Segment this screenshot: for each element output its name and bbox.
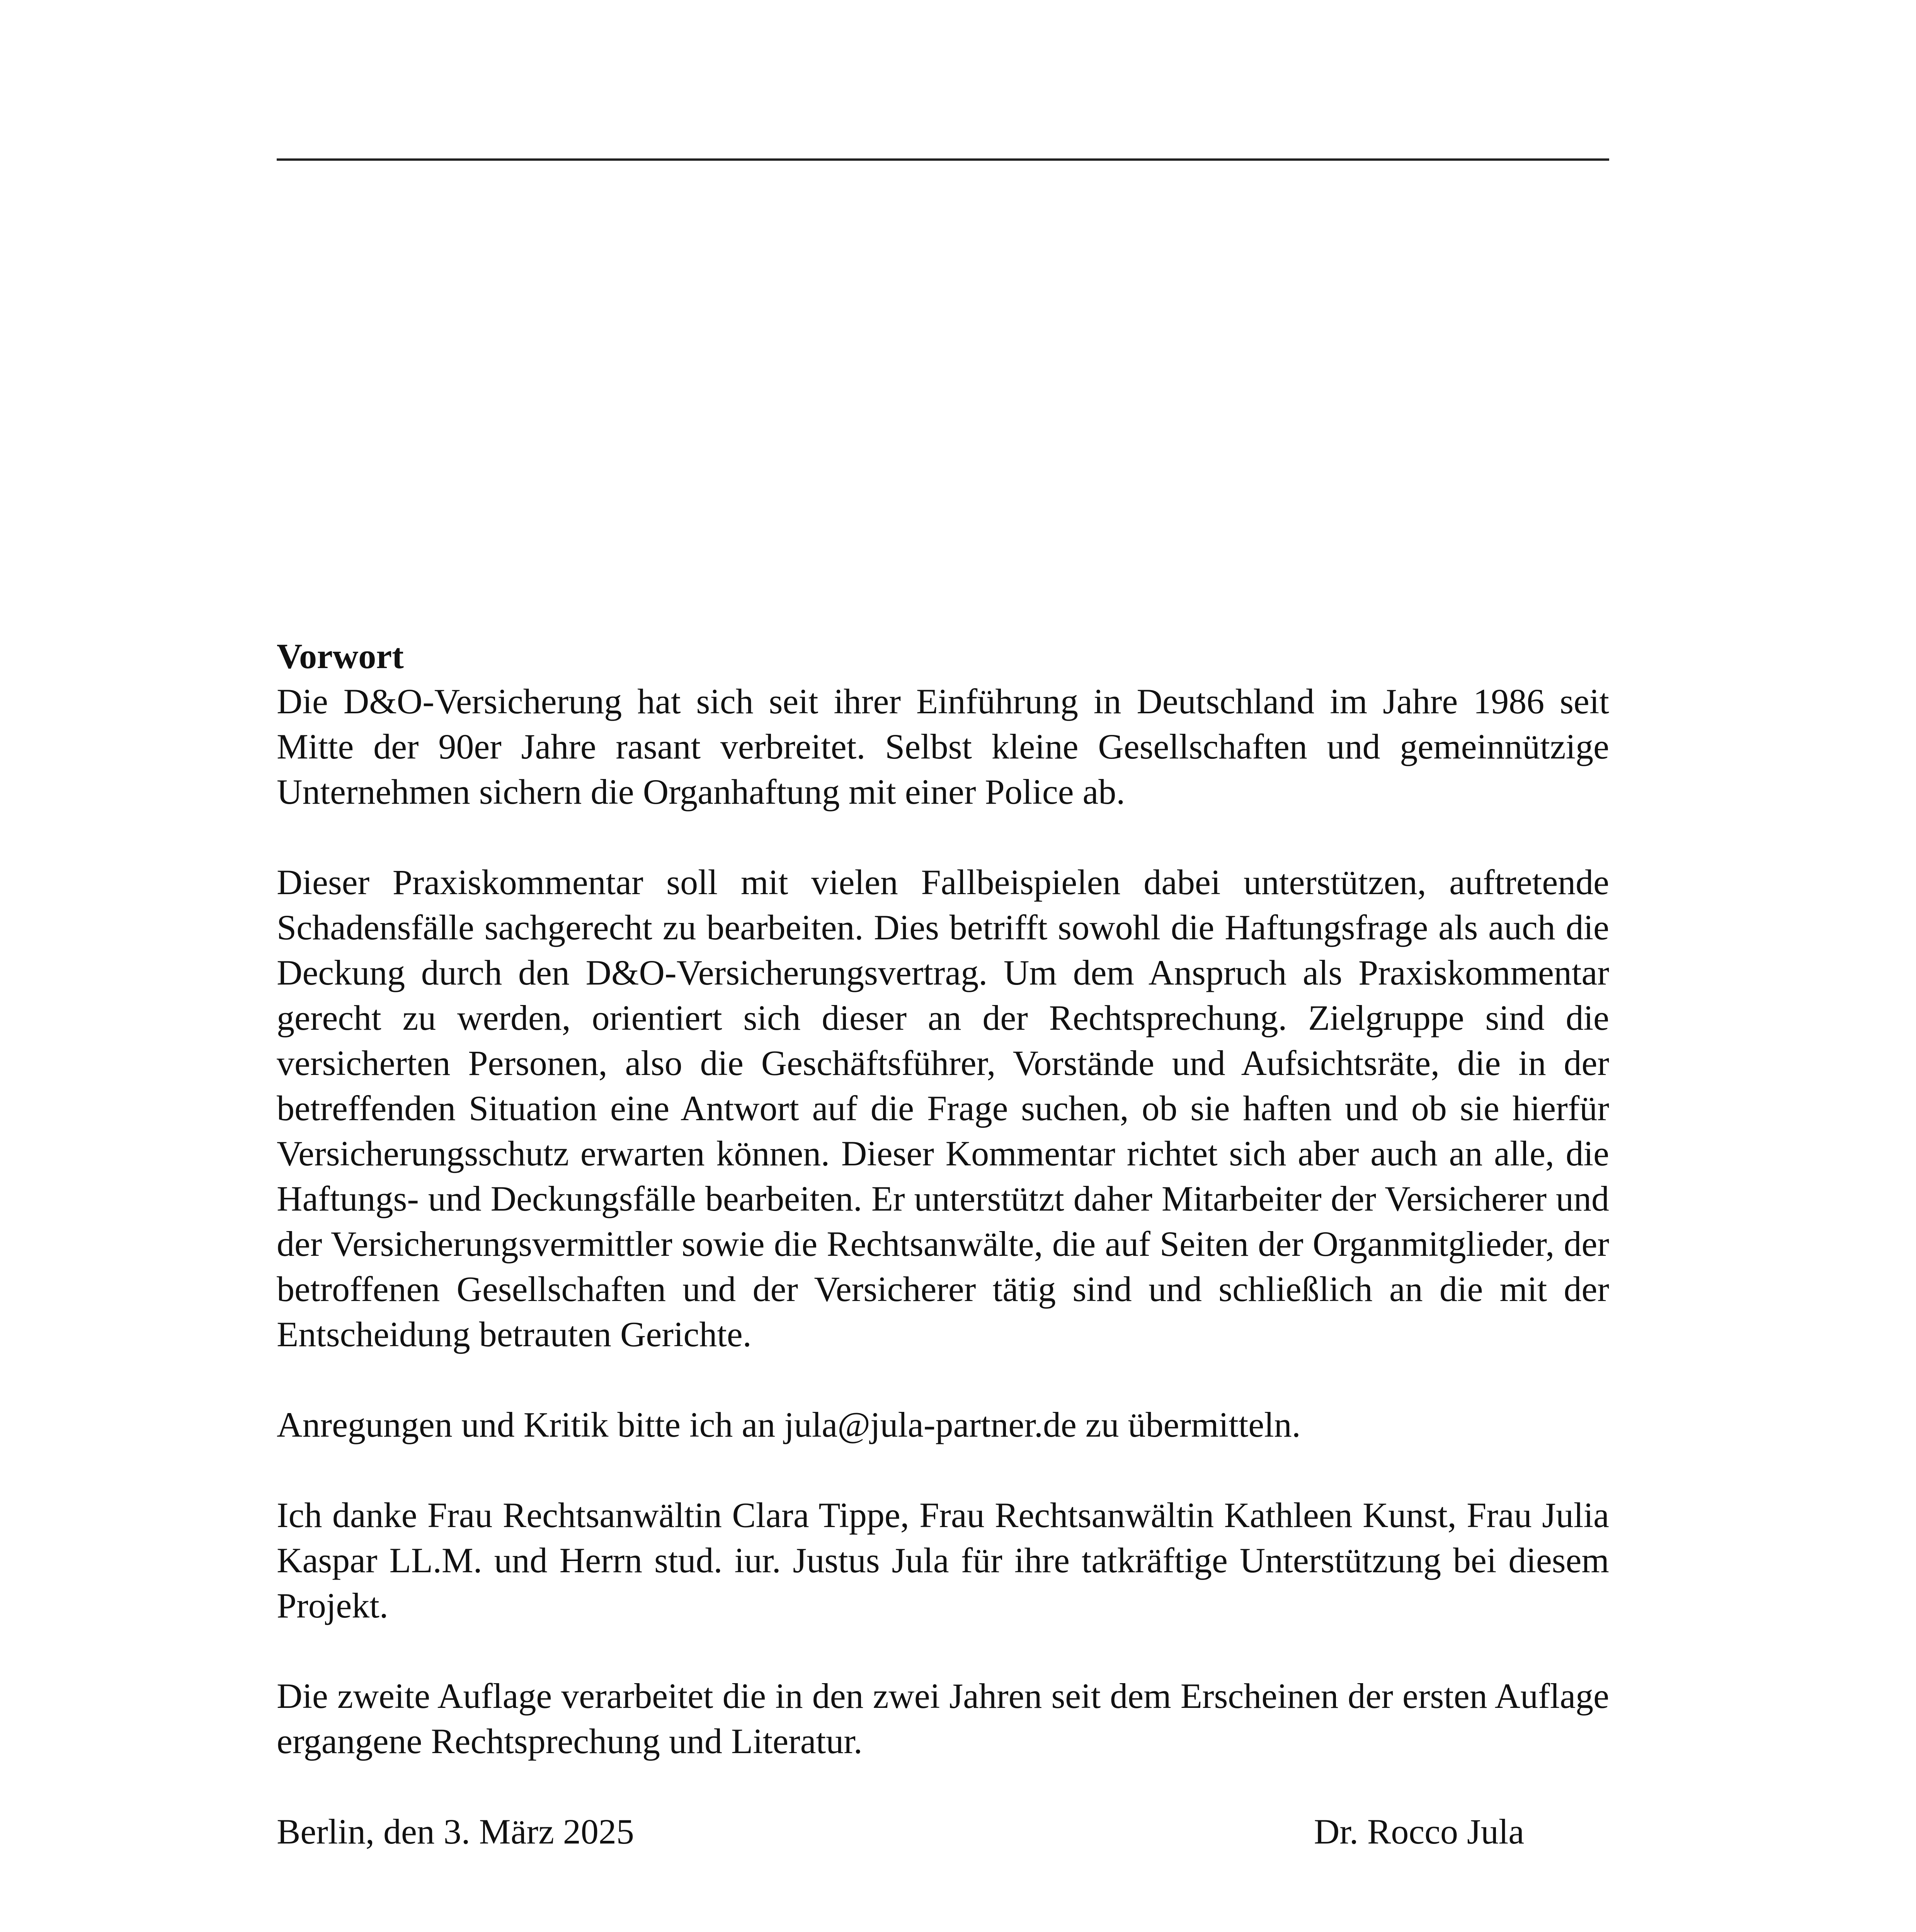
signature-line [277,1809,1609,1854]
preface-paragraph-3: Anregungen und Kritik bitte ich an jula@jula-partner.de zu übermitteln. [277,1405,1301,1444]
preface-paragraph-1: Die D&O-Versicherung hat sich seit ihrer Einführung in Deutschland im Jahre 1986 seit Mitte der 90er Jahre rasant verbreitet. Selbst kleine Gesellschaften und gemeinnützige Unternehmen sichern die Organhaftung mit einer Police ab. [277,682,1609,811]
preface-paragraph-5: Die zweite Auflage verarbeitet die in den zwei Jahren seit dem Erscheinen der ersten Auflage ergangene Rechtsprechung und Literatur. [277,1676,1609,1761]
header-rule [277,158,1609,161]
preface-paragraph-2: Dieser Praxiskommentar soll mit vielen Fallbeispielen dabei unterstützen, auftretende Schadensfälle sachgerecht zu bearbeiten. Dies betrifft sowohl die Haftungsfrage als auch die Deckung durch den D&O-Versicherungsvertrag. Um dem Anspruch als Praxiskommentar gerecht zu werden, orientiert sich dieser an der Rechtsprechung. Zielgruppe sind die versicherten Personen, also die Geschäftsführer, Vorstände und Aufsichtsräte, die in der betreffenden Situation eine Antwort auf die Frage suchen, ob sie haften und ob sie hierfür Versicherungsschutz erwarten können. Dieser Kommentar richtet sich aber auch an alle, die Haftungs- und Deckungsfälle bearbeiten. Er unterstützt daher Mitarbeiter der Versicherer und der Versicherungsvermittler sowie die Rechtsanwälte, die auf Seiten der Organmitglieder, der betroffenen Gesellschaften und der Versicherer tätig sind und schließlich an die mit der Entscheidung betrauten Gerichte. [277,862,1609,1354]
preface-paragraph-4: Ich danke Frau Rechtsanwältin Clara Tippe, Frau Rechtsanwältin Kathleen Kunst, Frau Julia Kaspar LL.M. und Herrn stud. iur. Justus Jula für ihre tatkräftige Unterstützung bei diesem Projekt. [277,1495,1609,1625]
preface-section [277,634,1609,1854]
signature-place-date: Berlin, den 3. März 2025 [277,1812,634,1851]
preface-heading: Vorwort [277,636,404,676]
signature-author: Dr. Rocco Jula [1314,1812,1525,1851]
